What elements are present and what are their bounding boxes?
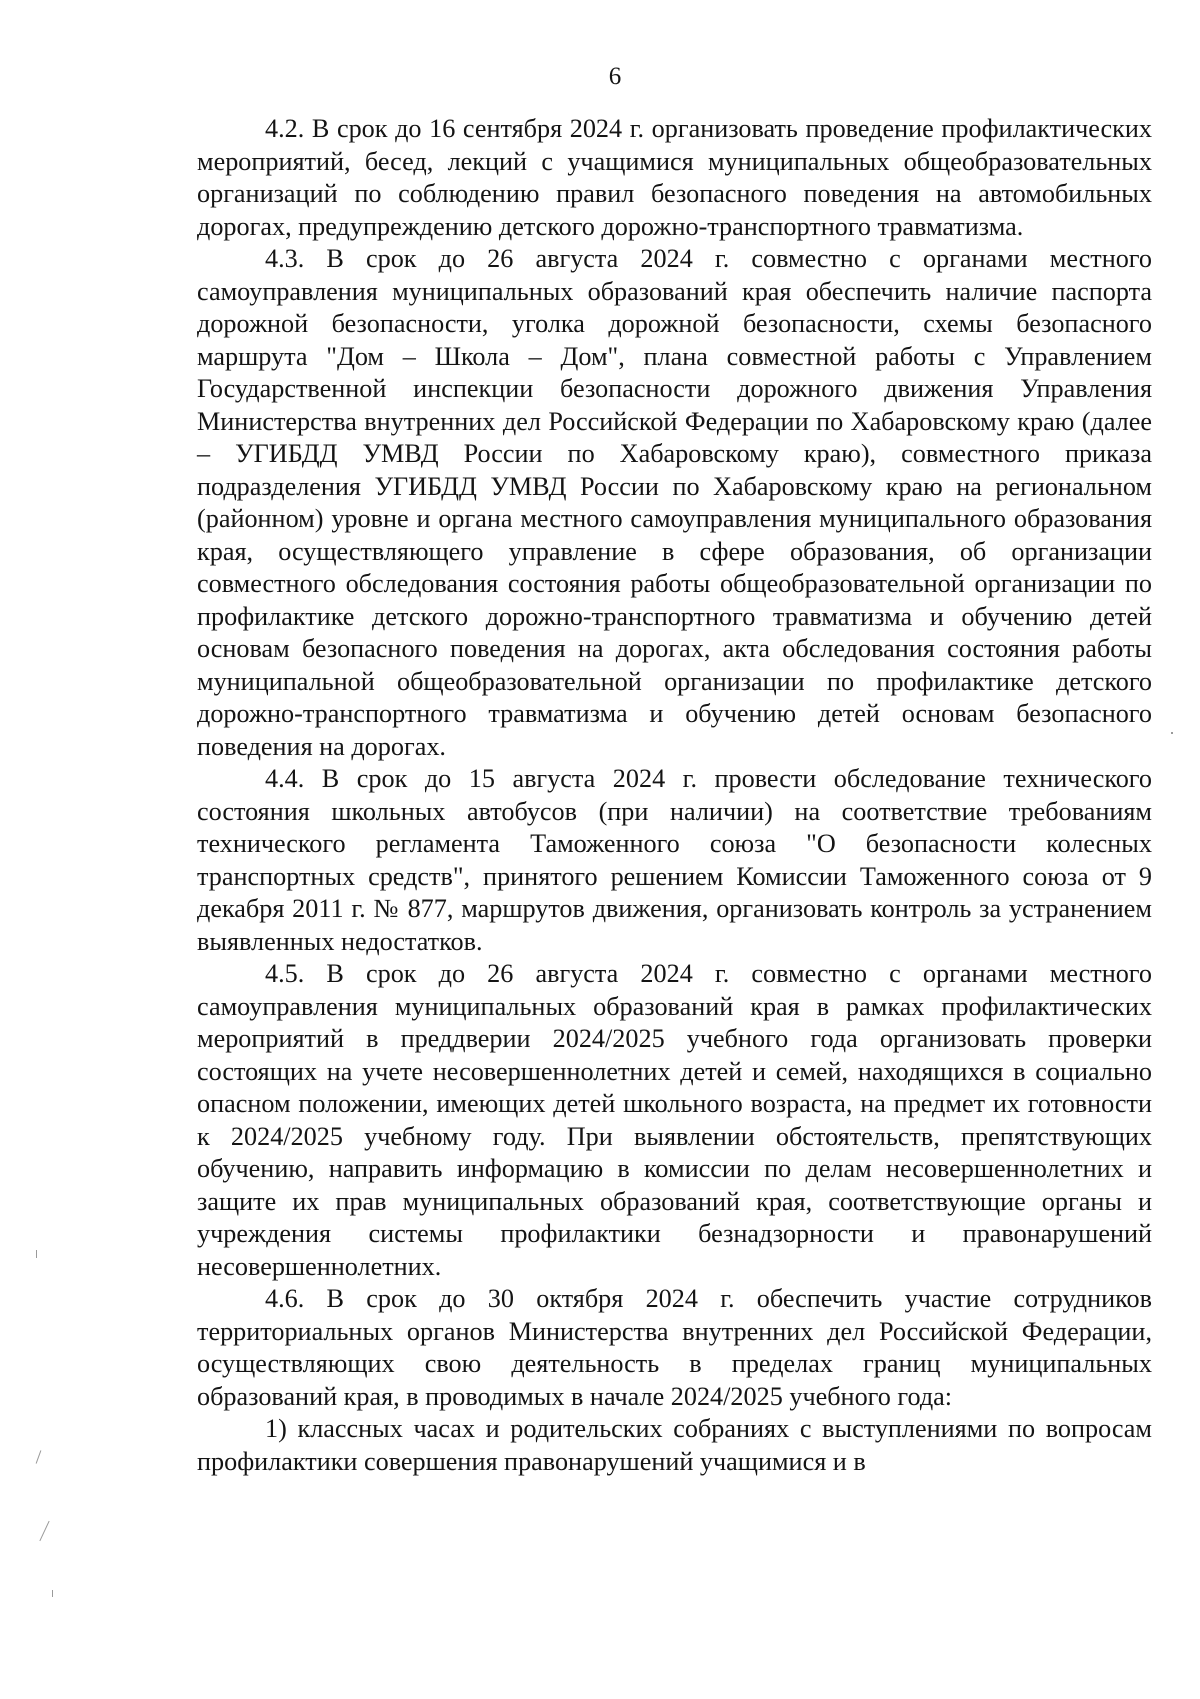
list-item-1: 1) классных часах и родительских собраниях с выступлениями по вопросам профилактики совершения правонарушений учащимися и в [197,1414,1152,1476]
paragraph-4-5: 4.5. В срок до 26 августа 2024 г. совместно с органами местного самоуправления муниципальных образований края в рамках профилактических мероприятий в преддверии 2024/2025 учебного года организовать проверки состоящих на учете несовершеннолетних детей и семей, находящихся в социально опасном положении, имеющих детей школьного возраста, на предмет их готовности к 2024/2025 учебному году. При выявлении обстоятельств, препятствующих обучению, направить информацию в комиссии по делам несовершеннолетних и защите их прав муниципальных образований края, соответствующие органы и учреждения системы профилактики безнадзорности и правонарушений несовершеннолетних. [197,959,1152,1281]
document-body [197,113,1152,1478]
paragraph-4-4: 4.4. В срок до 15 августа 2024 г. провести обследование технического состояния школьных автобусов (при наличии) на соответствие требованиям технического регламента Таможенного союза "О безопасности колесных транспортных средств", принятого решением Комиссии Таможенного союза от 9 декабря 2011 г. № 877, маршрутов движения, организовать контроль за устранением выявленных недостатков. [197,764,1152,956]
page-number: 6 [608,63,622,90]
scan-artifact [36,1450,42,1463]
paragraph-4-3: 4.3. В срок до 26 августа 2024 г. совместно с органами местного самоуправления муниципальных образований края обеспечить наличие паспорта дорожной безопасности, уголка дорожной безопасности, схемы безопасного маршрута "Дом – Школа – Дом", плана совместной работы с Управлением Государственной инспекции безопасности дорожного движения Управления Министерства внутренних дел Российской Федерации по Хабаровскому краю (далее – УГИБДД УМВД России по Хабаровскому краю), совместного приказа подразделения УГИБДД УМВД России по Хабаровскому краю на региональном (районном) уровне и органа местного самоуправления муниципального образования края, осуществляющего управление в сфере образования, об организации совместного обследования состояния работы общеобразовательной организации по профилактике детского дорожно-транспортного травматизма и обучению детей основам безопасного поведения на дорогах, акта обследования состояния работы муниципальной общеобразовательной организации по профилактике детского дорожно-транспортного травматизма и обучению детей основам безопасного поведения на дорогах. [197,244,1152,761]
paragraph-4-2: 4.2. В срок до 16 сентября 2024 г. организовать проведение профилактических мероприятий, бесед, лекций с учащимися муниципальных общеобразовательных организаций по соблюдению правил безопасного поведения на автомобильных дорогах, предупреждению детского дорожно-транспортного травматизма. [197,114,1152,241]
scan-artifact [39,1521,49,1541]
scan-artifact [36,1250,37,1258]
paragraph-4-6: 4.6. В срок до 30 октября 2024 г. обеспечить участие сотрудников территориальных органов Министерства внутренних дел Российской Федерации, осуществляющих свою деятельность в пределах границ муниципальных образований края, в проводимых в начале 2024/2025 учебного года: [197,1284,1152,1411]
scan-artifact [52,1590,53,1597]
scan-artifact [1171,732,1173,734]
